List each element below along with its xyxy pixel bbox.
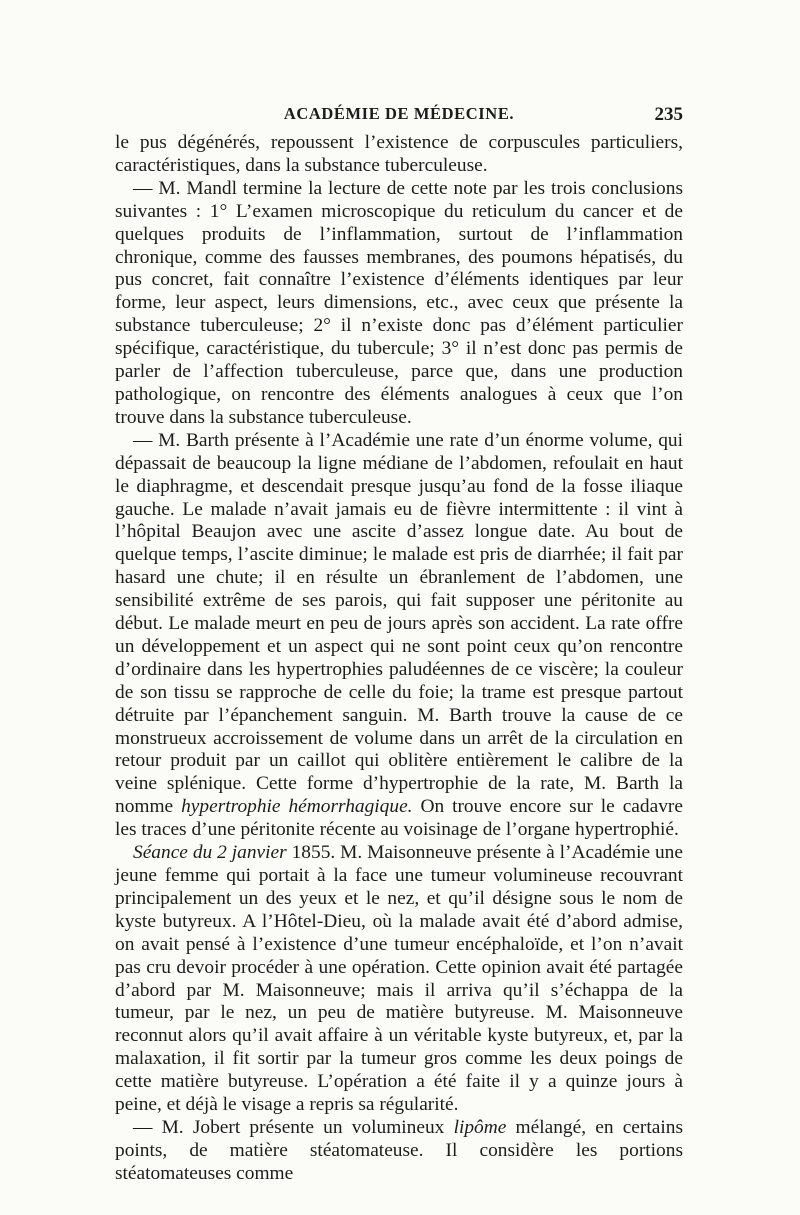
italic-term: hypertrophie hémorrhagique. <box>181 796 413 818</box>
paragraph-text: 1855. M. Maisonneuve présente à l’Académie une jeune femme qui portait à la face une tumeur volumineuse recouvrant principalement un des yeux et le nez, et qu’il désigne sous le nom de kyste butyreux. A l’Hôtel-Dieu, où la malade avait été d’abord admise, on avait pensé à l’existence d’une tumeur encéphaloïde, et l’on n’avait pas cru devoir procéder à une opération. Cette opinion avait été partagée d’abord par M. Maisonneuve; mais il arriva qu’il s’échappa de la tumeur, par le nez, un peu de matière butyreuse. M. Maisonneuve reconnut alors qu’il avait affaire à un véritable kyste butyreux, et, par la malaxation, il fit sortir par la tumeur gros comme les deux poings de cette matière butyreuse. L’opération a été faite il y a quinze jours à peine, et déjà le visage a repris sa régularité. <box>115 842 683 1116</box>
paragraph-continuation <box>115 132 683 178</box>
italic-term: lipôme <box>453 1116 507 1138</box>
paragraph-mandl <box>115 178 683 430</box>
paragraph-text: mélangé, en certains points, de matière stéatomateuse. Il considère les portions stéatomateuses comme <box>115 1116 683 1184</box>
paragraph-text: — M. Jobert présente un volumineux <box>133 1116 454 1138</box>
body-text <box>115 132 683 1186</box>
paragraph-text: le pus dégénérés, repoussent l’existence de corpuscules particuliers, caractéristiques, dans la substance tuberculeuse. <box>115 132 683 176</box>
paragraph-text: — M. Barth présente à l’Académie une rate d’un énorme volume, qui dépassait de beaucoup la ligne médiane de l’abdomen, refoulait en haut le diaphragme, et descendait presque jusqu’au fond de la fosse iliaque gauche. Le malade n’avait jamais eu de fièvre intermittente : il vint à l’hôpital Beaujon avec une ascite d’assez longue date. Au bout de quelque temps, l’ascite diminue; le malade est pris de diarrhée; il fait par hasard une chute; il en résulte un ébranlement de l’abdomen, une sensibilité extrême de ses parois, qui fait supposer une péritonite au début. Le malade meurt en peu de jours après son accident. La rate offre un développement et un aspect qui ne sont point ceux qu’on rencontre d’ordinaire dans les hypertrophies paludéennes de ce viscère; la couleur de son tissu se rapproche de celle du foie; la trame est presque partout détruite par l’épanchement sanguin. M. Barth trouve la cause de ce monstrueux accroissement de volume dans un arrêt de la circulation en retour produit par un caillot qui oblitère entièrement le calibre de la veine splénique. Cette forme d’hypertrophie de la rate, M. Barth la nomme <box>115 429 683 818</box>
session-heading: Séance du 2 janvier <box>133 842 287 864</box>
paragraph-jobert <box>115 1117 683 1186</box>
paragraph-barth <box>115 430 683 842</box>
paragraph-seance <box>115 842 683 1117</box>
paragraph-text: — M. Mandl termine la lecture de cette note par les trois conclusions suivantes : 1° L’examen microscopique du reticulum du cancer et de quelques produits de l’inflammation, surtout de l’inflammation chronique, comme des fausses membranes, des poumons hépatisés, du pus concret, fait connaître l’existence d’éléments identiques par leur forme, leur aspect, leurs dimensions, etc., avec ceux que présente la substance tuberculeuse; 2° il n’existe donc pas d’élément particulier spécifique, caractéristique, du tubercule; 3° il n’est donc pas permis de parler de l’affection tuberculeuse, parce que, dans une production pathologique, on rencontre des éléments analogues à ceux que l’on trouve dans la substance tuberculeuse. <box>115 177 683 428</box>
page-number: 235 <box>654 104 683 125</box>
running-title: ACADÉMIE DE MÉDECINE. <box>283 104 515 123</box>
paragraph-text: On trouve encore sur le cadavre les traces d’une péritonite récente au voisinage de l’organe hypertrophié. <box>115 796 683 841</box>
page-header <box>115 104 683 130</box>
